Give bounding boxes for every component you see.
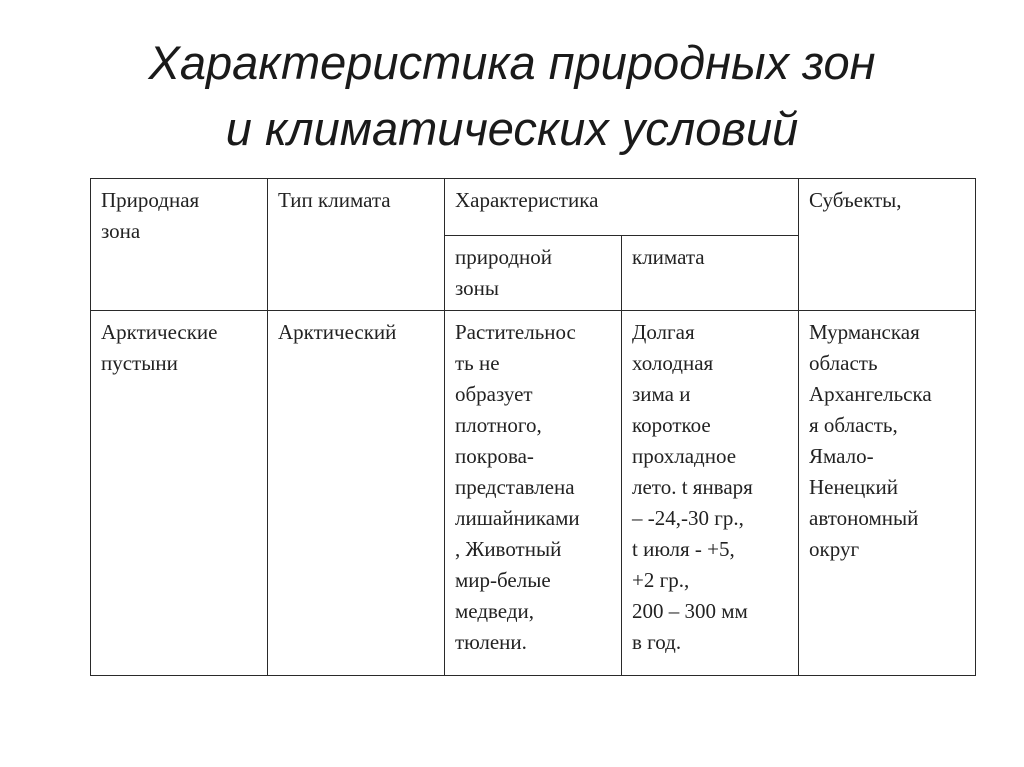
- header-subjects: [799, 179, 976, 311]
- header-climate-type-text: Тип климата: [278, 188, 391, 212]
- subheader-natural-zone: [445, 236, 622, 311]
- cell-climate-type: [268, 311, 445, 676]
- slide-title-line-1: Характеристика природных зон: [148, 36, 876, 89]
- header-climate-type: [268, 179, 445, 311]
- cell-subjects: [799, 311, 976, 676]
- header-natural-zone: [91, 179, 268, 311]
- cell-zone-text: Арктические пустыни: [101, 320, 218, 375]
- cell-natural-characteristic: [445, 311, 622, 676]
- header-characteristic-text: Характеристика: [455, 188, 599, 212]
- cell-subjects-text: Мурманская область Архангельска я область, Ямало- Ненецкий автономный округ: [809, 320, 932, 561]
- slide-title: [0, 30, 1024, 162]
- header-subjects-text: Субъекты,: [809, 188, 902, 212]
- subheader-natural-zone-text: природной зоны: [455, 245, 553, 300]
- header-characteristic: [445, 179, 799, 236]
- cell-zone: [91, 311, 268, 676]
- subheader-climate: [622, 236, 799, 311]
- table-header-row: [91, 179, 976, 236]
- cell-climate-characteristic: [622, 311, 799, 676]
- header-natural-zone-text: Природная зона: [101, 188, 200, 243]
- subheader-climate-text: климата: [632, 245, 705, 269]
- cell-climate-type-text: Арктический: [278, 320, 397, 344]
- cell-natural-characteristic-text: Растительнос ть не образует плотного, покрова- представлена лишайниками , Животный мир-белые медведи, тюлени.: [455, 320, 580, 654]
- cell-climate-characteristic-text: Долгая холодная зима и короткое прохладное лето. t января – -24,-30 гр., t июля - +5, +2 гр., 200 – 300 мм в год.: [632, 320, 753, 654]
- slide-title-line-2: и климатических условий: [225, 102, 799, 155]
- zones-table: [90, 178, 976, 676]
- table-row: [91, 311, 976, 676]
